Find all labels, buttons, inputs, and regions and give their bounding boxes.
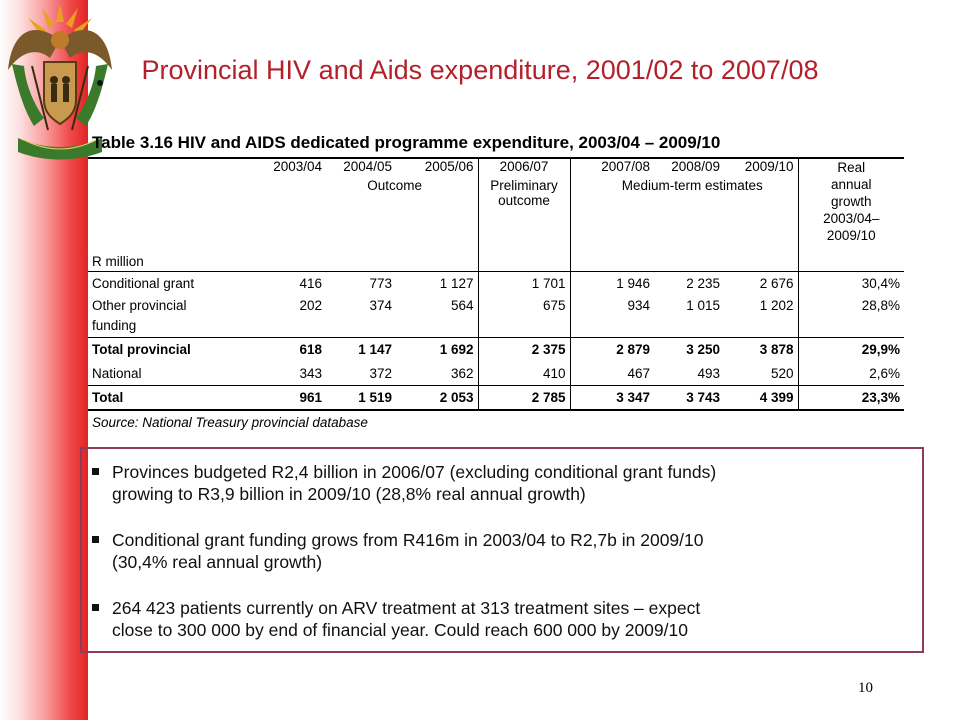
- year-header: 2008/09: [654, 158, 724, 272]
- bullet-point: Provinces budgeted R2,4 billion in 2006/07 (excluding conditional grant funds) growing to R3,9 billion in 2009/10 (28,8% real annual growth): [112, 461, 902, 505]
- medium-term-header: Medium-term estimates: [621, 178, 763, 193]
- growth-header: Real annual growth 2003/04– 2009/10: [798, 158, 904, 272]
- square-bullet-icon: [92, 604, 99, 611]
- bullet-point: 264 423 patients currently on ARV treatment at 313 treatment sites – expect close to 300 000 by end of financial year. Could reach 600 000 by 2009/10: [112, 597, 902, 641]
- title-bullet-icon: [97, 80, 103, 86]
- table-source: Source: National Treasury provincial database: [92, 414, 368, 430]
- preliminary-header-line2: outcome: [498, 193, 550, 208]
- table-row: Conditional grant 416 773 1 127 1 701 1 946 2 235 2 676 30,4%: [88, 272, 904, 296]
- year-header: 2005/06: [396, 158, 478, 272]
- year-header: 2003/04: [234, 158, 326, 272]
- table-row: National 343 372 362 410 467 493 520 2,6%: [88, 362, 904, 386]
- table-row: Total provincial 618 1 147 1 692 2 375 2 879 3 250 3 878 29,9%: [88, 338, 904, 362]
- outcome-header: Outcome: [367, 178, 422, 193]
- table-row: Other provincial funding 202 374 564 675 934 1 015 1 202 28,8%: [88, 296, 904, 338]
- row-label: Total provincial: [88, 338, 234, 362]
- year-header: 2009/10: [724, 158, 798, 272]
- year-header: 2006/07 Preliminary outcome: [478, 158, 570, 272]
- square-bullet-icon: [92, 536, 99, 543]
- key-points-box: [80, 447, 924, 653]
- preliminary-header: Preliminary: [490, 178, 558, 193]
- expenditure-table: [88, 157, 904, 430]
- bullet-point: Conditional grant funding grows from R416m in 2003/04 to R2,7b in 2009/10 (30,4% real annual growth): [112, 529, 902, 573]
- year-header: 2004/05 Outcome: [326, 158, 396, 272]
- row-label: Total: [88, 386, 234, 410]
- row-label: Conditional grant: [88, 272, 234, 296]
- table-source-row: [88, 410, 904, 430]
- slide-title: Provincial HIV and Aids expenditure, 2001/02 to 2007/08: [141, 55, 819, 85]
- table-row: Total 961 1 519 2 053 2 785 3 347 3 743 4 399 23,3%: [88, 386, 904, 410]
- table-caption: Table 3.16 HIV and AIDS dedicated programme expenditure, 2003/04 – 2009/10: [92, 133, 721, 152]
- square-bullet-icon: [92, 468, 99, 475]
- table-header-row: [88, 158, 904, 272]
- row-label: National: [92, 365, 142, 381]
- page-number: 10: [858, 680, 873, 696]
- unit-label: R million: [88, 158, 234, 272]
- year-header: 2007/08 Medium-term estimates: [570, 158, 654, 272]
- row-label: Other provincial funding: [92, 298, 187, 334]
